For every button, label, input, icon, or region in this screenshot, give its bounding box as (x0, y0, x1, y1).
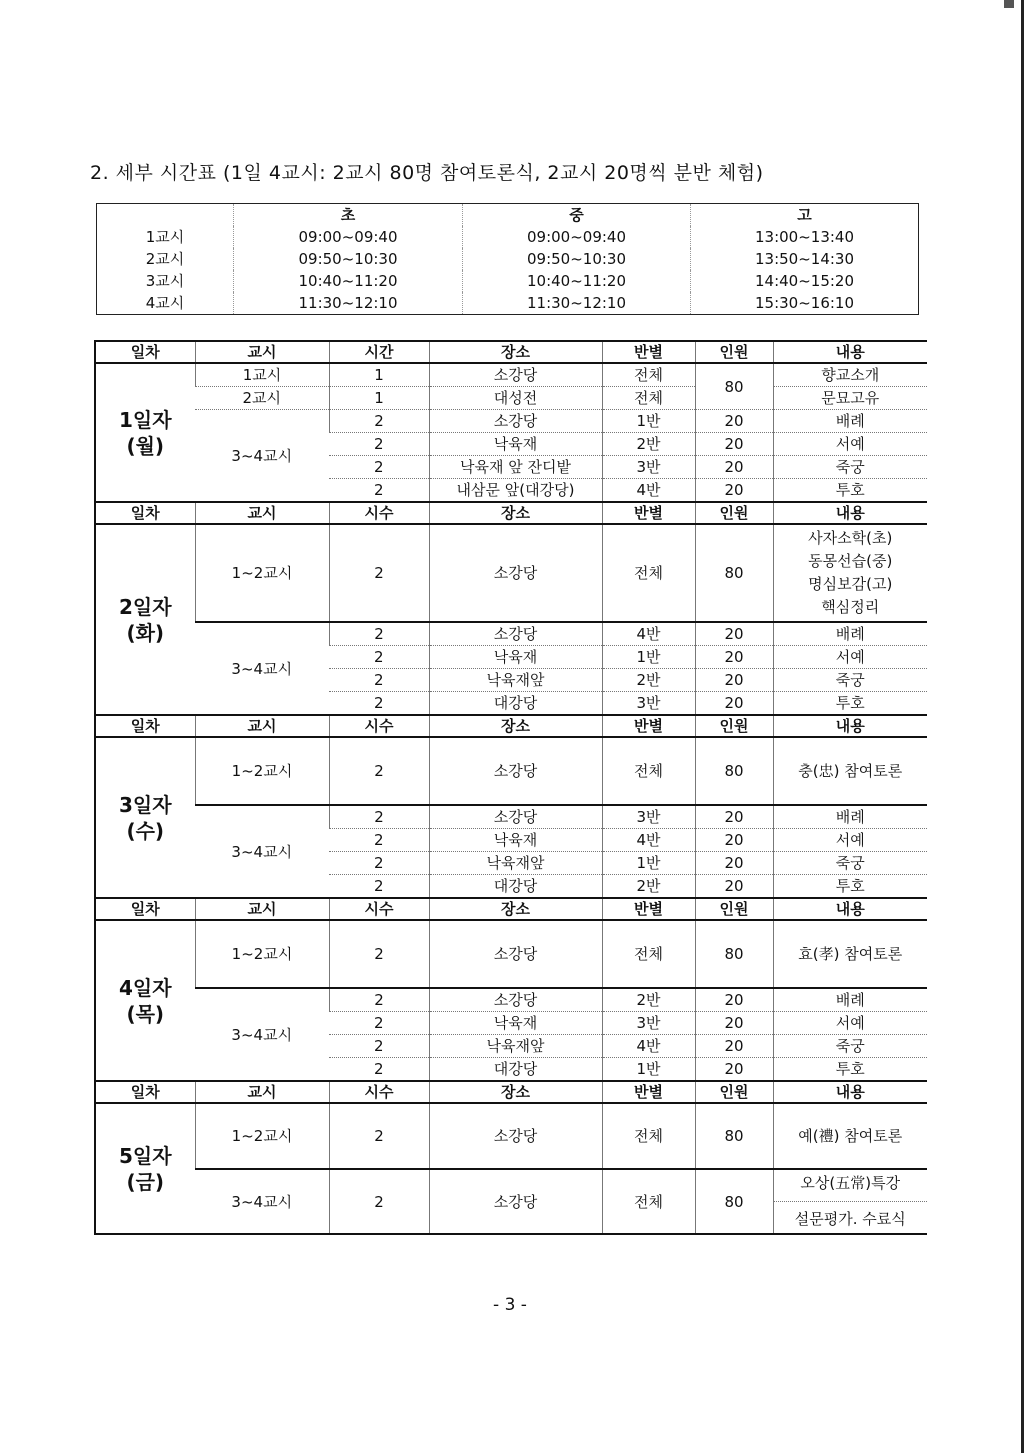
content-cell: 투호 (773, 1058, 927, 1082)
schedule-header-row (95, 898, 927, 920)
group-cell: 4반 (602, 829, 695, 852)
header-group: 반별 (602, 715, 695, 737)
header-group: 반별 (602, 898, 695, 920)
time-cell: 09:00~09:40 (463, 226, 691, 248)
content-line: 명심보감(고) (808, 575, 893, 593)
people-cell: 80 (695, 363, 773, 410)
scan-mark (1004, 0, 1014, 8)
period-label: 2교시 (145, 250, 185, 268)
place-cell: 낙육재앞 (429, 852, 602, 875)
header-place: 장소 (429, 715, 602, 737)
place-cell: 소강당 (429, 622, 602, 646)
day-name: 4일자 (118, 975, 172, 1000)
people-cell: 20 (695, 692, 773, 716)
group-cell: 3반 (602, 692, 695, 716)
place-cell: 낙육재 (429, 829, 602, 852)
header-place: 장소 (429, 341, 602, 363)
hours-cell: 2 (329, 1058, 429, 1082)
hours-cell: 2 (329, 692, 429, 716)
hours-cell: 2 (329, 852, 429, 875)
period-label: 4교시 (145, 294, 185, 312)
place-cell: 낙육재앞 (429, 669, 602, 692)
group-cell: 2반 (602, 988, 695, 1012)
schedule-row (95, 805, 927, 829)
place-cell: 소강당 (429, 1103, 602, 1169)
hours-cell: 2 (329, 1103, 429, 1169)
time-cell: 14:40~15:20 (691, 270, 919, 292)
content-cell: 효(孝) 참여토론 (773, 920, 927, 988)
daily-schedule-table (94, 340, 927, 1235)
day-label (95, 920, 195, 1081)
content-line: 설문평가. 수료식 (794, 1210, 906, 1228)
section-heading: 2. 세부 시간표 (1일 4교시: 2교시 80명 참여토론식, 2교시 20명씩 분반 체험) (90, 162, 764, 184)
place-cell: 내삼문 앞(대강당) (429, 479, 602, 503)
content-cell: 향교소개 (773, 363, 927, 387)
day-weekday: (금) (126, 1169, 165, 1194)
day-name: 3일자 (118, 792, 172, 817)
time-table-row (97, 270, 919, 292)
people-cell: 80 (695, 737, 773, 805)
time-cell: 09:50~10:30 (463, 248, 691, 270)
content-cell: 투호 (773, 692, 927, 716)
group-cell: 1반 (602, 1058, 695, 1082)
place-cell: 소강당 (429, 1169, 602, 1234)
header-day: 일차 (95, 898, 195, 920)
people-cell: 20 (695, 622, 773, 646)
people-cell: 80 (695, 524, 773, 622)
people-cell: 20 (695, 1058, 773, 1082)
people-cell: 20 (695, 1035, 773, 1058)
day-label (95, 737, 195, 898)
content-cell: 충(忠) 참여토론 (773, 737, 927, 805)
content-cell: 죽궁 (773, 852, 927, 875)
period-cell: 3~4교시 (195, 805, 329, 898)
time-header-cell: 초 (234, 204, 463, 227)
group-cell: 2반 (602, 875, 695, 899)
hours-cell: 2 (329, 920, 429, 988)
period-cell: 3~4교시 (195, 622, 329, 715)
schedule-row (95, 1169, 927, 1234)
hours-cell: 2 (329, 622, 429, 646)
place-cell: 대강당 (429, 1058, 602, 1082)
schedule-row (95, 387, 927, 410)
people-cell: 20 (695, 988, 773, 1012)
content-cell: 예(禮) 참여토론 (773, 1103, 927, 1169)
hours-cell: 2 (329, 1012, 429, 1035)
header-day: 일차 (95, 341, 195, 363)
hours-cell: 2 (329, 524, 429, 622)
group-cell: 전체 (602, 1169, 695, 1234)
place-cell: 소강당 (429, 988, 602, 1012)
place-cell: 소강당 (429, 920, 602, 988)
time-table-row (97, 292, 919, 315)
content-line: 사자소학(초) (808, 529, 893, 547)
header-group: 반별 (602, 502, 695, 524)
place-cell: 낙육재 (429, 1012, 602, 1035)
group-cell: 1반 (602, 852, 695, 875)
day-weekday: (수) (126, 818, 165, 843)
header-period: 교시 (195, 715, 329, 737)
group-cell: 3반 (602, 1012, 695, 1035)
time-table-row (97, 226, 919, 248)
content-cell: 배례 (773, 805, 927, 829)
period-cell: 1교시 (195, 363, 329, 387)
schedule-header-row (95, 341, 927, 363)
group-cell: 2반 (602, 669, 695, 692)
content-cell: 서예 (773, 433, 927, 456)
place-cell: 낙육재 (429, 433, 602, 456)
place-cell: 소강당 (429, 524, 602, 622)
content-cell: 서예 (773, 1012, 927, 1035)
schedule-row (95, 1103, 927, 1169)
header-group: 반별 (602, 1081, 695, 1103)
hours-cell: 2 (329, 456, 429, 479)
content-cell: 투호 (773, 875, 927, 899)
people-cell: 20 (695, 646, 773, 669)
hours-cell: 2 (329, 669, 429, 692)
content-cell: 배례 (773, 410, 927, 433)
group-cell: 2반 (602, 433, 695, 456)
content-cell: 배례 (773, 622, 927, 646)
hours-cell: 2 (329, 433, 429, 456)
period-cell: 1~2교시 (195, 920, 329, 988)
place-cell: 소강당 (429, 805, 602, 829)
header-place: 장소 (429, 502, 602, 524)
time-header-cell: 고 (691, 204, 919, 227)
time-cell: 10:40~11:20 (234, 270, 463, 292)
hours-cell: 1 (329, 387, 429, 410)
content-cell: 투호 (773, 479, 927, 503)
period-cell: 1~2교시 (195, 1103, 329, 1169)
people-cell: 80 (695, 920, 773, 988)
header-hours: 시수 (329, 898, 429, 920)
header-period: 교시 (195, 341, 329, 363)
place-cell: 낙육재 (429, 646, 602, 669)
header-content: 내용 (773, 715, 927, 737)
period-cell: 3~4교시 (195, 988, 329, 1081)
header-day: 일차 (95, 502, 195, 524)
place-cell: 소강당 (429, 737, 602, 805)
header-day: 일차 (95, 715, 195, 737)
content-cell: 죽궁 (773, 1035, 927, 1058)
time-cell: 10:40~11:20 (463, 270, 691, 292)
page-number: - 3 - (493, 1295, 527, 1315)
people-cell: 80 (695, 1103, 773, 1169)
content-line: 동몽선습(중) (808, 552, 893, 570)
content-cell: 배례 (773, 988, 927, 1012)
people-cell: 20 (695, 479, 773, 503)
people-cell: 20 (695, 805, 773, 829)
time-cell: 13:50~14:30 (691, 248, 919, 270)
header-content: 내용 (773, 1081, 927, 1103)
header-people: 인원 (695, 1081, 773, 1103)
content-cell: 문묘고유 (773, 387, 927, 410)
header-people: 인원 (695, 715, 773, 737)
people-cell: 80 (695, 1169, 773, 1234)
hours-cell: 2 (329, 829, 429, 852)
group-cell: 전체 (602, 1103, 695, 1169)
time-table-header (97, 204, 919, 227)
time-cell: 13:00~13:40 (691, 226, 919, 248)
content-line: 핵심정리 (821, 598, 880, 616)
schedule-header-row (95, 1081, 927, 1103)
schedule-row (95, 920, 927, 988)
header-period: 교시 (195, 502, 329, 524)
hours-cell: 2 (329, 646, 429, 669)
place-cell: 낙육재앞 (429, 1035, 602, 1058)
group-cell: 3반 (602, 805, 695, 829)
period-cell: 3~4교시 (195, 410, 329, 503)
header-group: 반별 (602, 341, 695, 363)
header-day: 일차 (95, 1081, 195, 1103)
hours-cell: 2 (329, 875, 429, 899)
schedule-row (95, 988, 927, 1012)
day-weekday: (월) (126, 433, 165, 458)
place-cell: 낙육재 앞 잔디밭 (429, 456, 602, 479)
group-cell: 전체 (602, 920, 695, 988)
day-label (95, 1103, 195, 1234)
people-cell: 20 (695, 829, 773, 852)
header-place: 장소 (429, 1081, 602, 1103)
period-label: 3교시 (145, 272, 185, 290)
time-cell: 09:50~10:30 (234, 248, 463, 270)
header-people: 인원 (695, 502, 773, 524)
content-cell: 서예 (773, 829, 927, 852)
group-cell: 전체 (602, 524, 695, 622)
hours-cell: 2 (329, 737, 429, 805)
group-cell: 4반 (602, 1035, 695, 1058)
time-header-cell: 중 (463, 204, 691, 227)
schedule-row (95, 737, 927, 805)
hours-cell: 2 (329, 988, 429, 1012)
people-cell: 20 (695, 410, 773, 433)
header-content: 내용 (773, 502, 927, 524)
header-people: 인원 (695, 898, 773, 920)
header-content: 내용 (773, 341, 927, 363)
time-table-row (97, 248, 919, 270)
people-cell: 20 (695, 456, 773, 479)
period-time-table (96, 203, 919, 315)
schedule-row (95, 524, 927, 622)
day-label (95, 363, 195, 502)
people-cell: 20 (695, 669, 773, 692)
content-cell (773, 524, 927, 622)
header-hours: 시수 (329, 715, 429, 737)
day-name: 1일자 (118, 407, 172, 432)
period-cell: 2교시 (195, 387, 329, 410)
place-cell: 소강당 (429, 363, 602, 387)
content-line: 오상(五常)특강 (774, 1172, 928, 1202)
content-cell: 죽궁 (773, 669, 927, 692)
time-header-cell (97, 204, 234, 227)
content-cell (773, 1169, 927, 1234)
period-cell: 1~2교시 (195, 737, 329, 805)
time-cell: 15:30~16:10 (691, 292, 919, 315)
header-content: 내용 (773, 898, 927, 920)
place-cell: 대성전 (429, 387, 602, 410)
schedule-row (95, 363, 927, 387)
time-cell: 09:00~09:40 (234, 226, 463, 248)
schedule-row (95, 410, 927, 433)
day-name: 5일자 (118, 1143, 172, 1168)
day-label (95, 524, 195, 715)
group-cell: 4반 (602, 622, 695, 646)
group-cell: 4반 (602, 479, 695, 503)
group-cell: 전체 (602, 363, 695, 387)
hours-cell: 2 (329, 805, 429, 829)
place-cell: 소강당 (429, 410, 602, 433)
people-cell: 20 (695, 875, 773, 899)
content-cell: 서예 (773, 646, 927, 669)
header-hours: 시수 (329, 1081, 429, 1103)
group-cell: 1반 (602, 410, 695, 433)
group-cell: 3반 (602, 456, 695, 479)
group-cell: 전체 (602, 387, 695, 410)
period-cell: 1~2교시 (195, 524, 329, 622)
day-weekday: (화) (126, 620, 165, 645)
header-period: 교시 (195, 898, 329, 920)
header-period: 교시 (195, 1081, 329, 1103)
hours-cell: 2 (329, 1035, 429, 1058)
people-cell: 20 (695, 852, 773, 875)
group-cell: 전체 (602, 737, 695, 805)
place-cell: 대강당 (429, 875, 602, 899)
hours-cell: 2 (329, 479, 429, 503)
time-cell: 11:30~12:10 (234, 292, 463, 315)
day-name: 2일자 (118, 594, 172, 619)
header-hours: 시간 (329, 341, 429, 363)
group-cell: 1반 (602, 646, 695, 669)
hours-cell: 2 (329, 410, 429, 433)
people-cell: 20 (695, 433, 773, 456)
header-people: 인원 (695, 341, 773, 363)
header-place: 장소 (429, 898, 602, 920)
period-label: 1교시 (145, 228, 185, 246)
hours-cell: 1 (329, 363, 429, 387)
time-cell: 11:30~12:10 (463, 292, 691, 315)
period-cell: 3~4교시 (195, 1169, 329, 1234)
header-hours: 시수 (329, 502, 429, 524)
schedule-row (95, 622, 927, 646)
content-cell: 죽궁 (773, 456, 927, 479)
schedule-header-row (95, 502, 927, 524)
hours-cell: 2 (329, 1169, 429, 1234)
schedule-header-row (95, 715, 927, 737)
people-cell: 20 (695, 1012, 773, 1035)
day-weekday: (목) (126, 1001, 165, 1026)
place-cell: 대강당 (429, 692, 602, 716)
